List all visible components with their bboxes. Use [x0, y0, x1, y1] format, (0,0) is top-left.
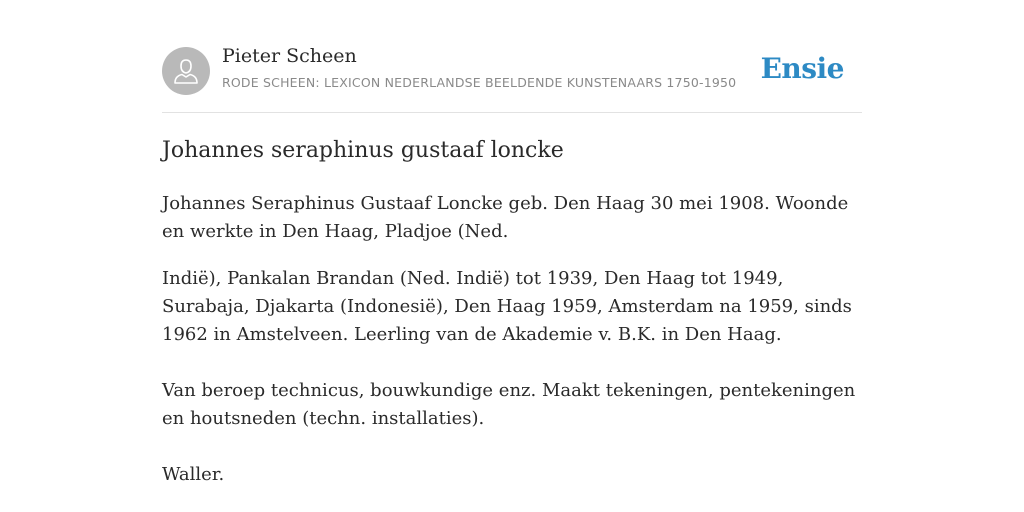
article-body	[162, 190, 862, 508]
author-name[interactable]: Pieter Scheen	[222, 45, 357, 67]
page-title: Johannes seraphinus gustaaf loncke	[162, 138, 564, 163]
paragraph: Indië), Pankalan Brandan (Ned. Indië) tot 1939, Den Haag tot 1949, Surabaja, Djakarta (Indonesië), Den Haag 1959, Amsterdam na 1959, sinds 1962 in Amstelveen. Leerling van de Akademie v. B.K. in Den Haag.	[162, 268, 852, 345]
paragraph: Johannes Seraphinus Gustaaf Loncke geb. Den Haag 30 mei 1908. Woonde en werkte in Den Haag, Pladjoe (Ned.	[162, 193, 849, 242]
source-title[interactable]: RODE SCHEEN: LEXICON NEDERLANDSE BEELDENDE KUNSTENAARS 1750-1950	[222, 75, 737, 90]
article-card	[162, 0, 862, 485]
article-header	[162, 0, 862, 113]
paragraph: Waller.	[162, 464, 225, 485]
ensie-logo[interactable]: Ensie	[760, 52, 844, 85]
author-avatar[interactable]	[162, 47, 210, 95]
paragraph: Van beroep technicus, bouwkundige enz. Maakt tekeningen, pentekeningen en houtsneden (techn. installaties).	[162, 380, 856, 429]
user-avatar-icon	[173, 57, 199, 85]
